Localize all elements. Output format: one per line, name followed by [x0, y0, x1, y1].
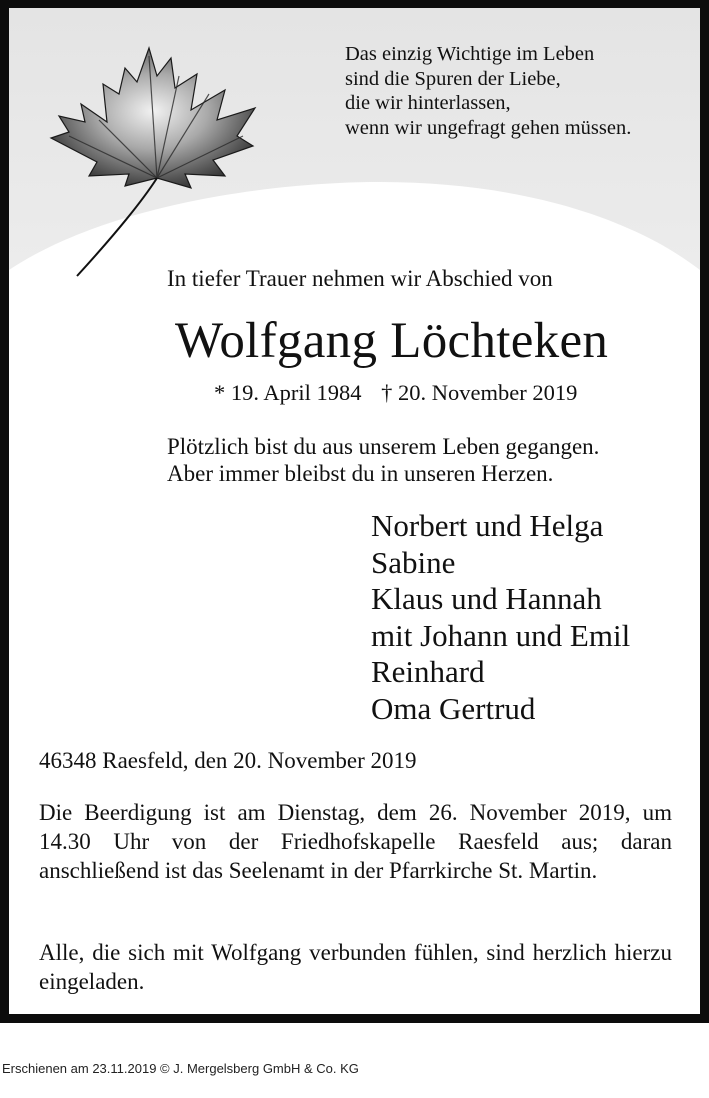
invitation-text: Alle, die sich mit Wolfgang verbunden fühlen, sind herzlich hierzu eingeladen.	[39, 940, 672, 994]
mourner: Norbert und Helga	[371, 508, 604, 543]
quote	[345, 42, 631, 140]
intro-text: In tiefer Trauer nehmen wir Abschied von	[167, 266, 553, 291]
quote-line: sind die Spuren der Liebe,	[345, 67, 561, 90]
maple-leaf-icon	[29, 36, 269, 286]
mourner: Sabine	[371, 544, 456, 580]
funeral-details: Die Beerdigung ist am Dienstag, dem 26. November 2019, um 14.30 Uhr von der Friedhofskapelle Raesfeld aus; daran anschließend ist das Seelenamt in der Pfarrkirche St. Martin.	[39, 800, 672, 883]
mourners-list	[371, 508, 630, 728]
message-line: Aber immer bleibst du in unseren Herzen.	[167, 461, 554, 486]
farewell-message	[167, 433, 599, 487]
publication-footer: Erschienen am 23.11.2019 © J. Mergelsberg GmbH & Co. KG	[2, 1061, 359, 1076]
life-dates	[214, 380, 577, 406]
quote-line: Das einzig Wichtige im Leben	[345, 43, 595, 65]
mourner: Klaus und Hannah	[371, 581, 602, 617]
obituary-card	[9, 8, 700, 1014]
mourner: Reinhard	[371, 654, 485, 690]
mourner: mit Johann und Emil	[371, 617, 631, 653]
quote-line: die wir hinterlassen,	[345, 92, 511, 114]
death-date: † 20. November 2019	[381, 380, 578, 405]
place-and-date: 46348 Raesfeld, den 20. November 2019	[39, 748, 417, 773]
birth-date: * 19. April 1984	[214, 380, 362, 405]
message-line: Plötzlich bist du aus unserem Leben gegangen.	[167, 434, 600, 459]
deceased-name: Wolfgang Löchteken	[175, 313, 609, 369]
mourner: Oma Gertrud	[371, 690, 536, 726]
quote-line: wenn wir ungefragt gehen müssen.	[345, 116, 632, 139]
